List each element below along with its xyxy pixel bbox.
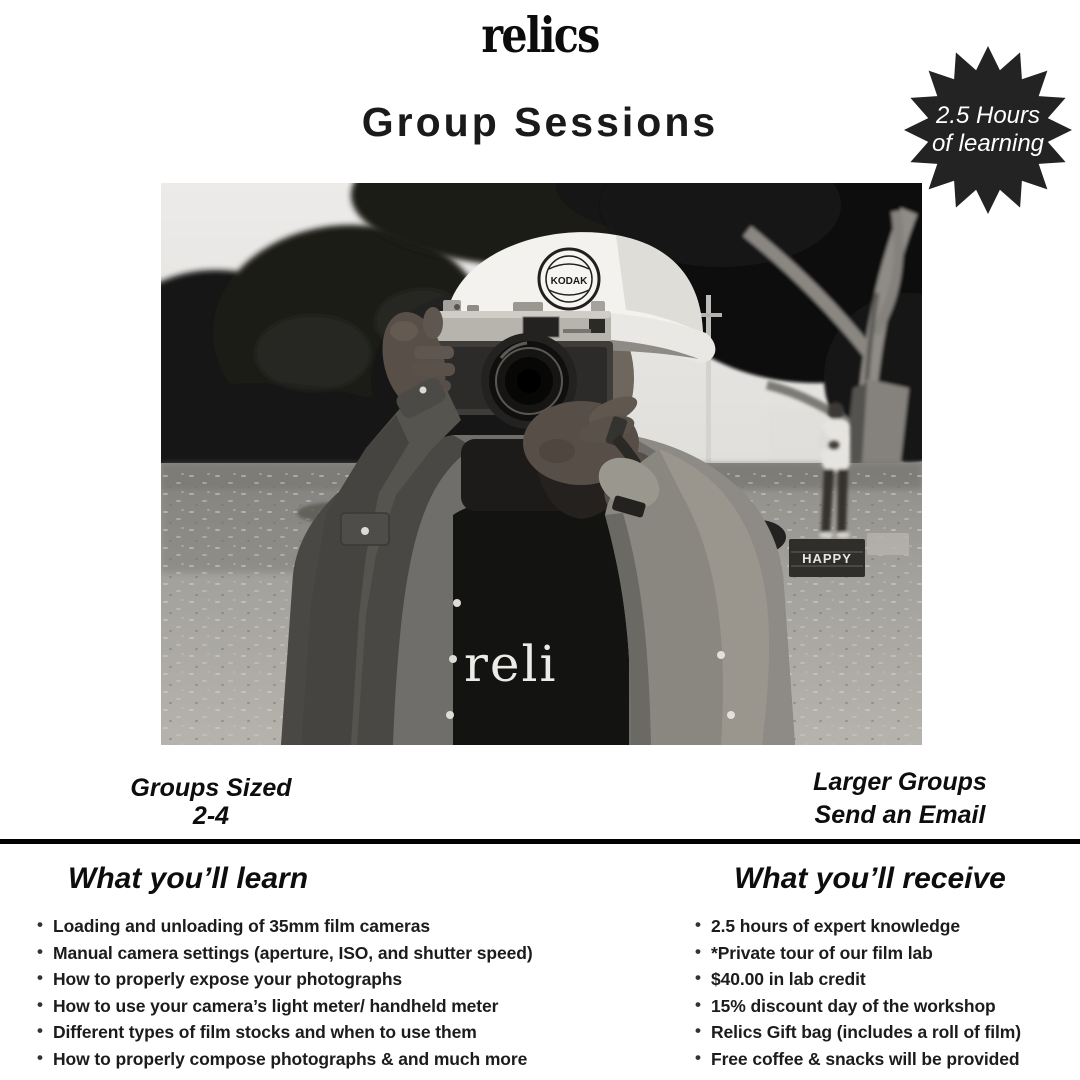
page-title: Group Sessions [361,99,719,145]
divider-line [0,839,1080,844]
brand-logo: relics [481,6,599,64]
receive-item: • Relics Gift bag (includes a roll of film) [694,1019,1070,1046]
learn-item: • How to properly expose your photographs [36,966,626,993]
learn-section [36,862,626,1073]
larger-groups-line2: Send an Email [814,801,986,829]
learn-item: • How to use your camera’s light meter/ handheld meter [36,993,626,1020]
photo-scene [161,183,922,745]
crate-text: HAPPY [802,551,852,566]
receive-heading: What you’ll receive [734,862,1006,895]
group-size-line2: 2-4 [192,802,230,830]
group-size-caption [86,774,336,830]
receive-section [670,862,1070,1073]
learn-item: • Manual camera settings (aperture, ISO, and shutter speed) [36,940,626,967]
receive-item: • *Private tour of our film lab [694,940,1070,967]
tshirt [453,496,629,746]
cap-patch [539,249,599,309]
larger-groups-caption [780,766,1020,832]
learn-item: • How to properly compose photographs & and much more [36,1046,626,1073]
learn-item: • Different types of film stocks and when to use them [36,1019,626,1046]
cap-patch-text: KODAK [550,276,588,287]
learn-item: • Loading and unloading of 35mm film cameras [36,913,626,940]
receive-item: • 15% discount day of the workshop [694,993,1070,1020]
tshirt-text: reli [464,635,558,693]
hero-photo [161,183,922,745]
receive-item: • 2.5 hours of expert knowledge [694,913,1070,940]
receive-item: • $40.00 in lab credit [694,966,1070,993]
badge-line2: of learning [931,130,1045,157]
learn-list [36,913,626,1073]
group-size-line1: Groups Sized [130,774,292,802]
receive-item: • Free coffee & snacks will be provided [694,1046,1070,1073]
larger-groups-line1: Larger Groups [813,768,987,796]
badge-text [903,45,1073,215]
receive-list [694,913,1070,1073]
badge-line1: 2.5 Hours [935,102,1041,129]
hours-badge [903,45,1073,215]
learn-heading: What you’ll learn [68,862,309,895]
